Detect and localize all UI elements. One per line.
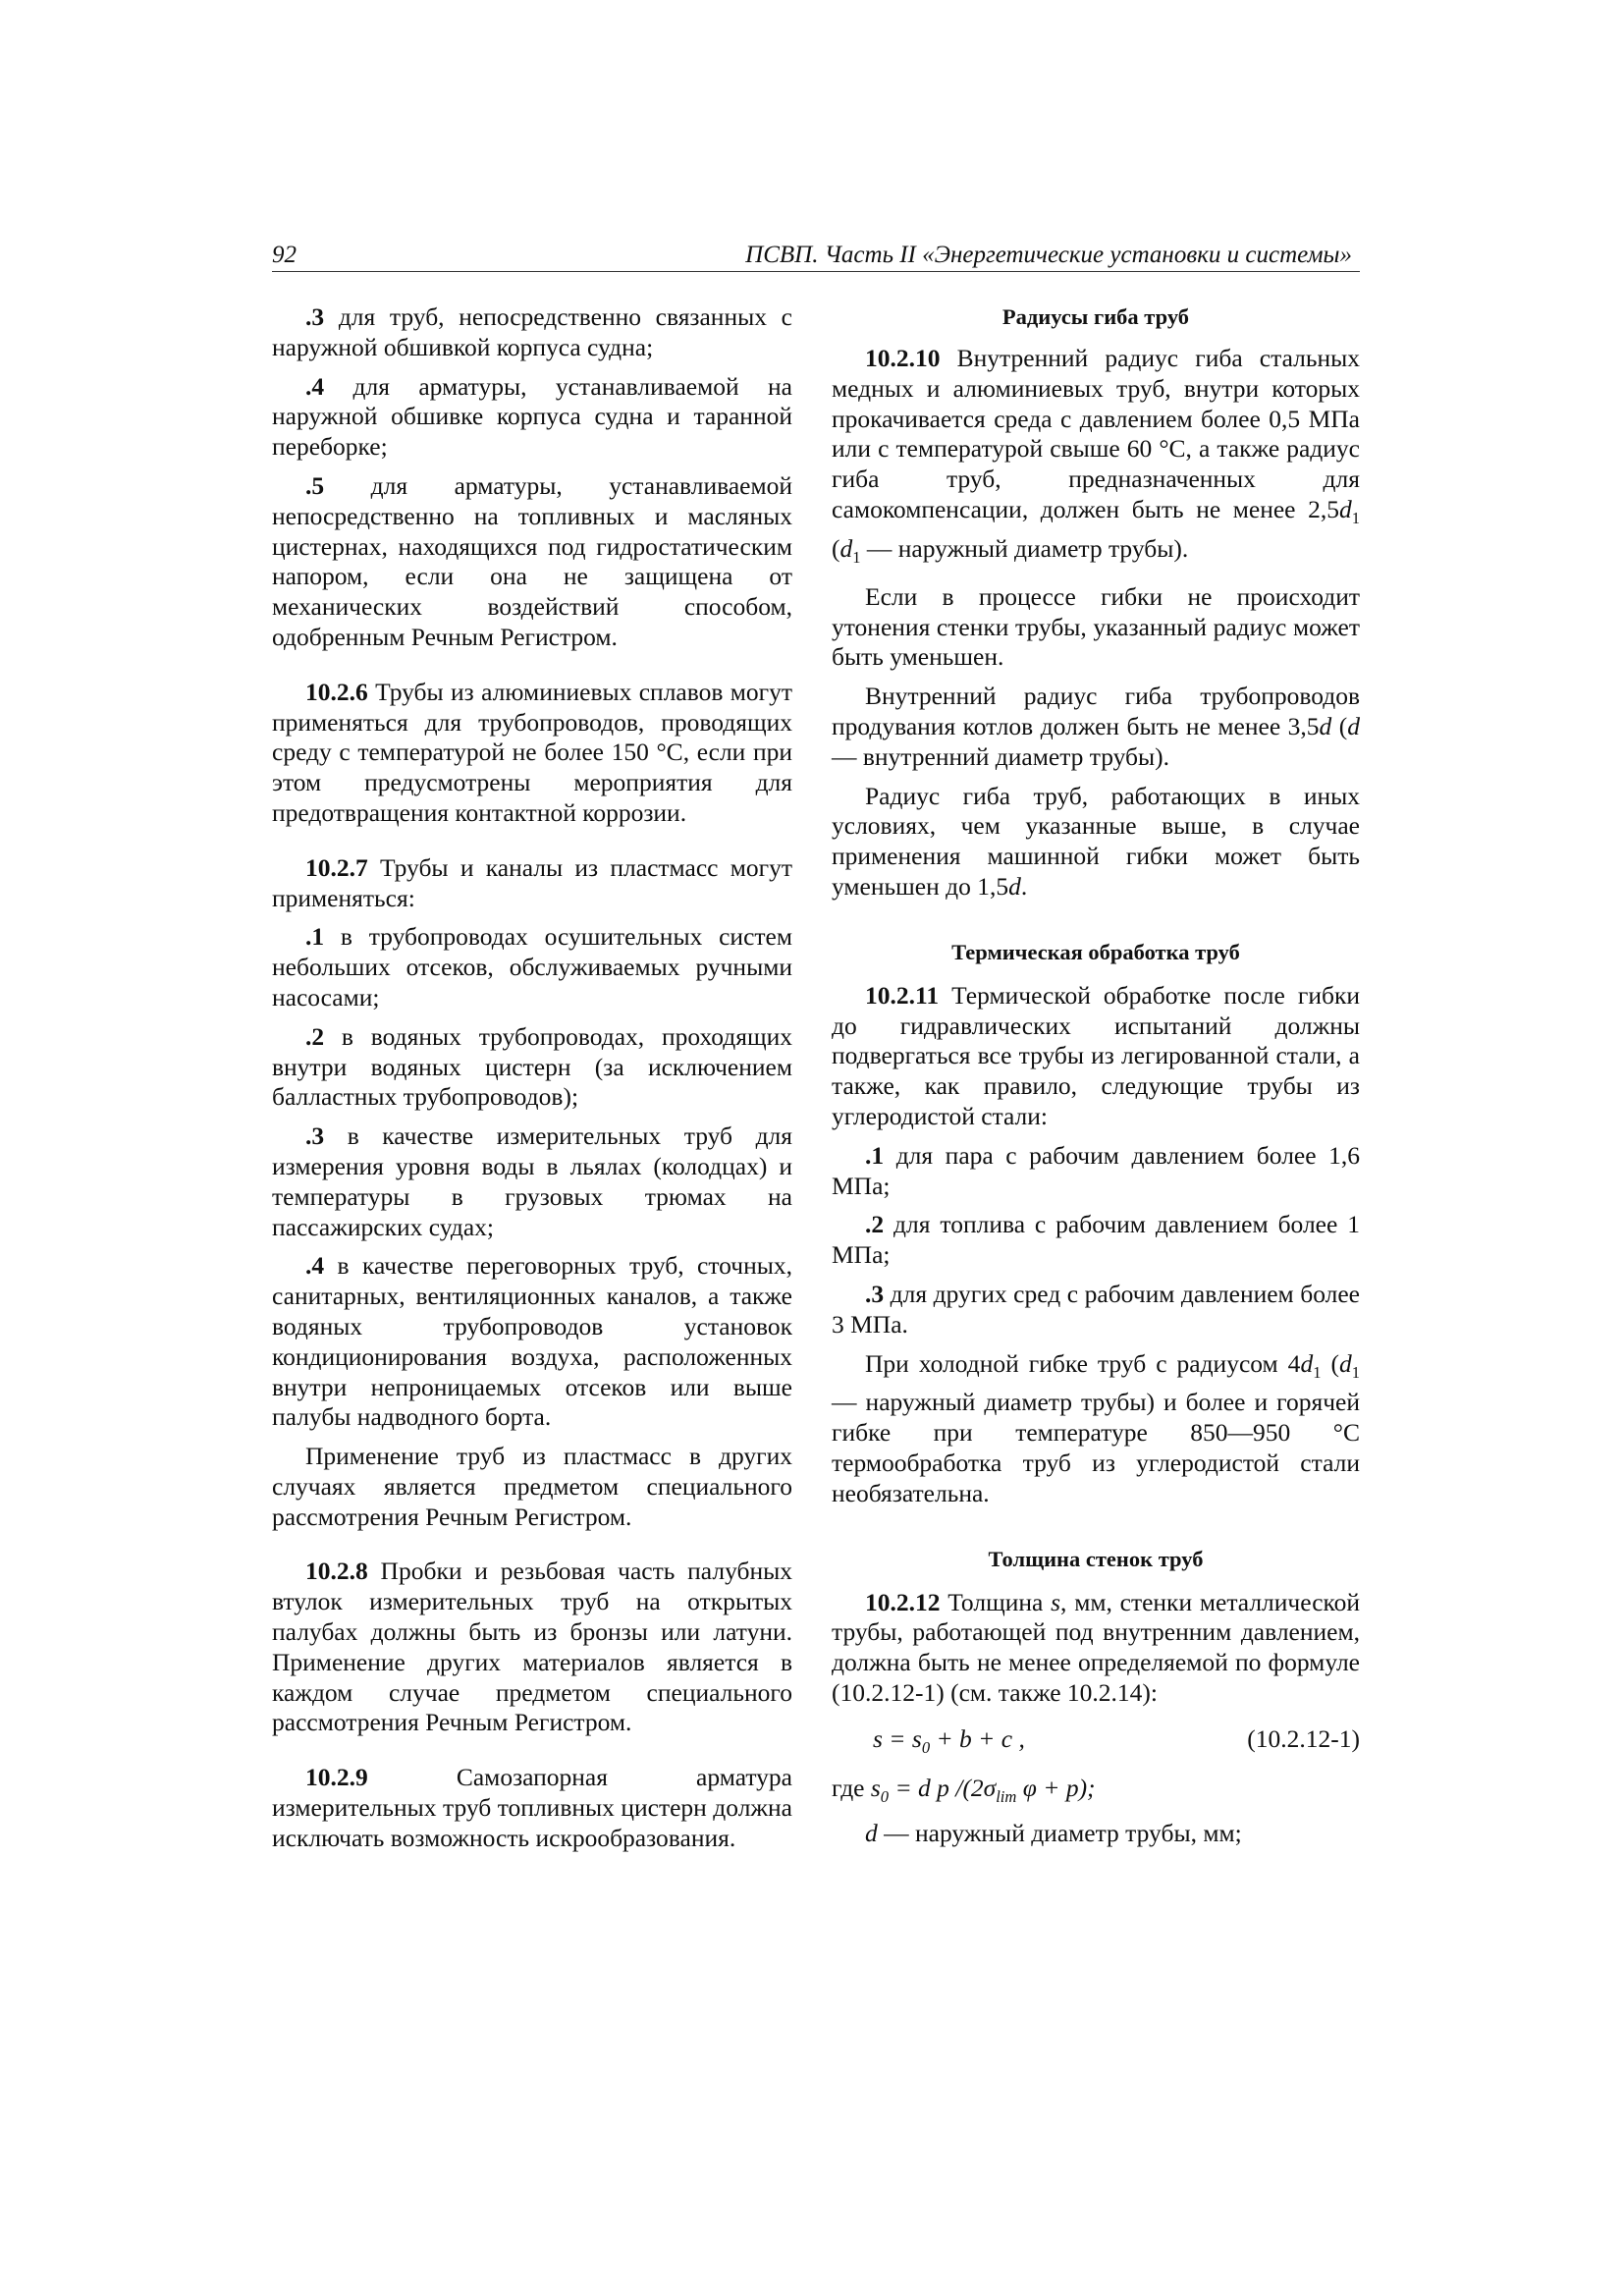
formula-10-2-12-1 (832, 1724, 1360, 1764)
subitem-3: .3 в качестве измерительных труб для измерения уровня воды в льялах (колодцах) и температуры в грузовых трюмах на пассажирских судах; (272, 1121, 792, 1241)
clause-10-2-12: 10.2.12 Толщина s, мм, стенки металлической трубы, работающей под внутренним давлением, должна быть не менее определяемой по формуле (10.2.12-1) (см. также 10.2.14): (832, 1587, 1361, 1707)
subitem-1: .1 в трубопроводах осушительных систем небольших отсеков, обслуживаемых ручными насосами; (272, 922, 792, 1011)
plastic-paragraph: Применение труб из пластмасс в других случаях является предметом специального рассмотрения Речным Регистром. (272, 1442, 792, 1531)
item-3: .3 для труб, непосредственно связанных с наружной обшивкой корпуса судна; (272, 302, 792, 361)
cold-bending-paragraph: При холодной гибке труб с радиусом $4d_1$ ($d_1$ — наружный диаметр трубы) и более и горячей гибке при температуре 850—950 °С термообработка труб из углеродистой стали необязательна. (832, 1348, 1360, 1507)
heading-heat-treatment: Термическая обработка труб (951, 939, 1240, 964)
blowdown-paragraph: Внутренний радиус гиба трубопроводов продувания котлов должен быть не менее 3,5d (d — внутренний диаметр трубы). (832, 682, 1361, 771)
other-conditions-paragraph: Радиус гиба труб, работающих в иных условиях, чем указанные выше, в случае применения машинной гибки может быть уменьшен до 1,5d. (832, 781, 1360, 901)
clause-10-2-8: 10.2.8 Пробки и резьбовая часть палубных втулок измерительных труб на открытых палубах должны быть из бронзы или латуни. Применение других материалов является в каждом случае предметом специального рассмотрения Речным Регистром. (272, 1557, 792, 1737)
clause-10-2-10: 10.2.10 Внутренний радиус гиба стальных медных и алюминиевых труб, внутри которых прокачивается среда с давлением более 0,5 МПа или с температурой свыше 60 °С, а также радиус гиба труб, предназначенных для самокомпенсации, должен быть не менее $2,5d_1$ ($d_1$ — наружный диаметр трубы). (832, 344, 1360, 567)
clause-10-2-9: 10.2.9 Самозапорная арматура измерительных труб топливных цистерн должна исключать возможность искрообразования. (272, 1763, 792, 1852)
right-column (832, 302, 1360, 1857)
formula-expression: $s = s_0 + b + c$ , (873, 1723, 1025, 1757)
thinning-paragraph: Если в процессе гибки не происходит утонения стенки трубы, указанный радиус может быть уменьшен. (832, 581, 1360, 672)
heading-bend-radius: Радиусы гиба труб (1001, 304, 1190, 329)
header-rule (272, 271, 1360, 272)
page-header (272, 240, 1360, 271)
page-number: 92 (272, 242, 297, 268)
item-4: .4 для арматуры, устанавливаемой на наружной обшивке корпуса судна и таранной переборке; (272, 371, 792, 462)
heat-item-3: .3 для других сред с рабочим давлением более 3 МПа. (832, 1279, 1360, 1339)
clause-10-2-6: 10.2.6 Трубы из алюминиевых сплавов могут применяться для трубопроводов, проводящих среду с температурой не более 150 °С, если при этом предусмотрены мероприятия для предотвращения контактной коррозии. (272, 677, 792, 827)
heat-item-2: .2 для топлива с рабочим давлением более 1 МПа; (832, 1210, 1360, 1270)
subitem-2: .2 в водяных трубопроводах, проходящих внутри водяных цистерн (за исключением балластных трубопроводов); (272, 1021, 792, 1112)
where-line: где $s_0 = d$ p $/(2\sigma_{lim}$ φ + p); (832, 1773, 1096, 1806)
heat-item-1: .1 для пара с рабочим давлением более 1,6 МПа; (832, 1140, 1360, 1200)
heading-wall-thickness: Толщина стенок труб (988, 1546, 1204, 1571)
running-title: ПСВП. Часть II «Энергетические установки и системы» (745, 242, 1352, 268)
subitem-4: .4 в качестве переговорных труб, сточных, санитарных, вентиляционных каналов, а также водяных трубопроводов установок кондиционирования воздуха, расположенных внутри непроницаемых отсеков или выше палубы надводного борта. (272, 1251, 792, 1432)
definition-d: d — наружный диаметр трубы, мм; (865, 1818, 1242, 1847)
formula-number: (10.2.12-1) (1247, 1723, 1360, 1753)
item-5: .5 для арматуры, устанавливаемой непосредственно на топливных и масляных цистернах, находящихся под гидростатическим напором, если она не защищена от механических воздействий способом, одобренным Речным Регистром. (272, 470, 792, 651)
left-column (272, 302, 792, 1863)
clause-10-2-7: 10.2.7 Трубы и каналы из пластмасс могут применяться: (272, 852, 792, 912)
clause-10-2-11: 10.2.11 Термической обработке после гибки до гидравлических испытаний должны подвергаться все трубы из легированной стали, а также, как правило, следующие трубы из углеродистой стали: (832, 980, 1360, 1130)
